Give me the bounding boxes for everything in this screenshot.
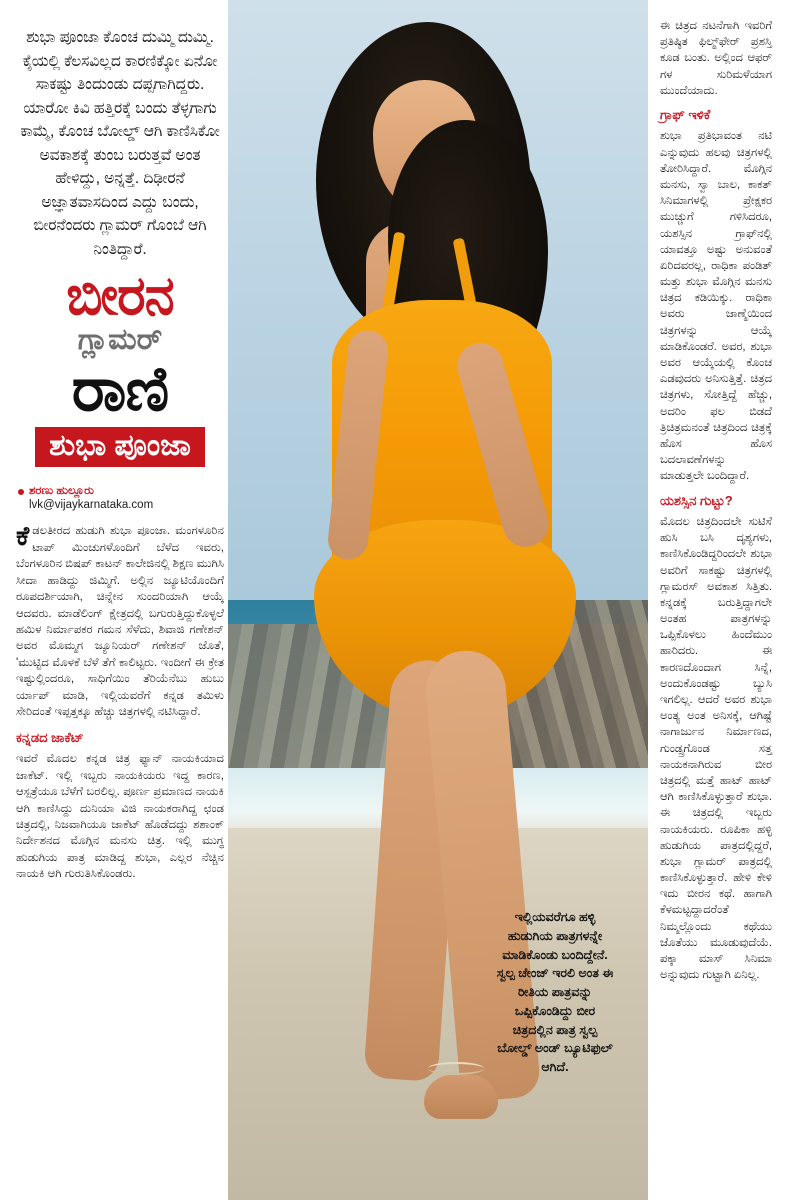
- byline: [16, 485, 224, 511]
- right-paragraph-3: ಮೊದಲ ಚಿತ್ರದಿಂದಲೇ ಸುಟಿಸೆ ಹುಸಿ ಬಸಿ ದೃಶ್ಯಗಳು, ಕಾಣಿಸಿಕೊಂಡಿದ್ದರಿಂದಲೇ ಶುಭಾ ಅವರಿಗೆ ಸಾಕಷ್ಟು ಚಿತ್ರಗಳಲ್ಲಿ ಗ್ಲಾಮರಸ್ ಅವಕಾಶ ಸಿತ್ತಿತು. ಕನ್ನಡಕ್ಕೆ ಬರುತ್ತಿದ್ದಾಗಲೇ ಅಂತಹ ಪಾತ್ರಗಳನ್ನು ಒಪ್ಪಿಕೊಳಲು ಹಿಂದೆಮುಂ ಹಾರಿದರು. ಈ ಕಾರಣದೊಂದಾಗ ಸಿನ್ನೆ, ಅಂದುಕೊಂಡಷ್ಟು ಬ್ಯುಸಿ ಇಗಲಿಲ್ಲ. ಆದರೆ ಅವರ ಶುಭಾ ಅಂತ್ಯ ಅಂತ ಅನಿಸಕ್ಕೆ, ಆಗಿಷ್ಟೆ ನಾಗಾರ್ಜುನ ನಿರ್ಮಾಣದ, ಗುಂಡ್ಸ್ರಗೊಂಡ ಸತ್ತ ನಾಯಕನಾಗಿರುವ ಬೀರ ಚಿತ್ರದಲ್ಲಿ ಮತ್ತೆ ಹಾಟ್ ಹಾಟ್ ಆಗಿ ಕಾಣಿಸಿಕೊಳ್ಳುತ್ತಾರೆ ಶುಭಾ. ಈ ಚಿತ್ರದಲ್ಲಿ ಇಬ್ಬರು ನಾಯಕಿಯರು. ರೂಪಿಕಾ ಹಳ್ಳಿ ಹುಡುಗಿಯ ಪಾತ್ರದಲ್ಲಿದ್ದರೆ, ಶುಭಾ ಗ್ಲಾಮರ್ ಪಾತ್ರದಲ್ಲಿ ಕಾಣಿಸಿಕೊಳ್ಳುತ್ತಾರೆ. ಹೇಳಿ ಕೇಳಿ ಇದು ಬೀರನ ಕಥೆ. ಹಾಗಾಗಿ ಕೆಳಮಟ್ಟದ್ದಾದರೆಂತೆ ನಿಮ್ಮಲ್ಲೊಂದು ಕಥೆಯು ಜೊತೆಯು ಮೂಡುವುದೆಯೆ. ಪಕ್ಕಾ ಮಾಸ್ ಸಿನಿಮಾ ಅನ್ನುವುದು ಗುಟ್ಟಾಗಿ ಏನಿಲ್ಲ.: [660, 515, 772, 982]
- headline-line-1: ಬೀರನ: [66, 266, 174, 327]
- lead-paragraph: ಶುಭಾ ಪೂಂಜಾ ಕೊಂಚ ದುಮ್ಮಿ ದುಮ್ಮಿ. ಕೈಯಲ್ಲಿ ಕೆಲಸವಿಲ್ಲದ ಕಾರಣಿಕ್ಕೋ ಏನೋ ಸಾಕಷ್ಟು ತಿಂದುಂಡು ದಪ್ಪಗಾಗಿದ್ದರು. ಯಾರೋ ಕಿವಿ ಹತ್ತಿರಕ್ಕೆ ಬಂದು ತೆಳ್ಳಗಾಗು ಕಾಮ್ಮೆ, ಕೊಂಚ ಬೋಲ್ಡ್ ಆಗಿ ಕಾಣಿಸಿಕೋ ಅವಕಾಶಕ್ಕೆ ತುಂಬ ಬರುತ್ತವೆ ಅಂತ ಹೇಳಿದ್ದು, ಅನ್ನತ್ತೆ. ದಿಢೀರನೆ ಅಜ್ಞಾತವಾಸದಿಂದ ಎದ್ದು ಬಂದು, ಬೀರನೆಂದರು ಗ್ಲಾಮರ್ ಗೊಂಬೆ ಆಗಿ ನಿಂತಿದ್ದಾರೆ.: [20, 29, 220, 258]
- headline-line-2: ಗ್ಲಾಮರ್: [77, 322, 163, 356]
- right-subhead-2: ಯಶಸ್ಸಿನ ಗುಟ್ಟು?: [660, 492, 733, 508]
- model-foot: [424, 1075, 498, 1119]
- right-column: [660, 18, 772, 1188]
- byline-author: ಶರಣು ಹುಲ್ಲೂರು: [29, 485, 94, 498]
- left-paragraph-2: ಇವರೆ ಮೊದಲ ಕನ್ನಡ ಚಿತ್ರ ಫ್ಯಾನ್ ನಾಯಕಿಯಾದ ಜಾಕೆಟ್. ಇಲ್ಲಿ ಇಬ್ಬರು ನಾಯಕಿಯರು ಇದ್ದ ಕಾರಣ, ಆಸ್ಪತ್ರೆಯೂ ಬೆಳೆಗೆ ಬರಲಿಲ್ಲ. ಪೂರ್ಣ ಪ್ರಮಾಣದ ನಾಯಕಿ ಆಗಿ ಕಾಣಿಸಿದ್ದು ದುನಿಯಾ ವಿಜಿ ನಾಯಕರಾಗಿದ್ದ ಛಂಡ ಚಿತ್ರದಲ್ಲಿ, ನಿಜವಾಗಿಯೂ ಜಾಕೆಟ್ ಹೊಡೆದದ್ದು ಶಶಾಂಕ್ ನಿರ್ದೇಶನದ ಮೊಗ್ಗಿನ ಮನಸು ಚಿತ್ರ. ಇಲ್ಲಿ ಮುಗ್ಧ ಹುಡುಗಿಯ ಪಾತ್ರ ಮಾಡಿದ್ದ ಶುಭಾ, ಎಲ್ಲರ ನೆಚ್ಚಿನ ನಾಯಕಿ ಆಗಿ ಗುರುತಿಸಿಕೊಂಡರು.: [16, 752, 224, 881]
- gutter-right: [648, 0, 660, 1200]
- left-column: [16, 26, 224, 1186]
- right-paragraph-2: ಶುಭಾ ಪ್ರತಿಭಾವಂತ ನಟಿ ಎನ್ನುವುದು ಹಲವು ಚಿತ್ರಗಳಲ್ಲಿ ತೋರಿಸಿದ್ದಾರೆ. ಮೊಗ್ಗಿನ ಮನಸು, ಸ್ವಾ ಬಾಲ, ಕಾಕತ್ ಸಿನಿಮಾಗಳಲ್ಲಿ ಪ್ರೇಕ್ಷಕರ ಮುಚ್ಚುಗೆ ಗಳಿಸಿದರೂ, ಯಶಸ್ಸಿನ ಗ್ರಾಫ್‌ನಲ್ಲಿ ಯಾವತ್ತೂ ಅಷ್ಟು ಅನುವಂತೆ ಏರಿದವರಲ್ಲ, ರಾಧಿಕಾ ಪಂಡಿತ್ ಮತ್ತು ಶುಭಾ ಮೊಗ್ಗಿನ ಮನಸು ಚಿತ್ರದ ಕಡಿಯಿಕ್ಕು. ರಾಧಿಕಾ ಅವರು ಜಾಣ್ಮೆಯಿಂದ ಚಿತ್ರಗಳನ್ನು ಆಯ್ಕೆ ಮಾಡಿಕೊಂಡರೆ. ಅವರ, ಶುಭಾ ಅವರ ಆಯ್ಕೆಯಲ್ಲಿ ಕೊಂಚ ಎಡವುದರು ಅನಿಸುತ್ತಿತ್ತೆ. ಚಿತ್ರದ ಚಿತ್ರಗಳು, ಸೋತ್ತಿದ್ದೆ ಹೆಚ್ಚು, ಅದರಿಂ ಫಲ ಬಿಡದೆ ತ್ರಿಚಿತ್ರಮನಂತೆ ಚಿತ್ರದಿಂದ ಚಿತ್ರಕ್ಕೆ ಹೊಸ ಹೊಸ ಬದಲಾವಣೆಗಳನ್ನು ಮಾಡುತ್ತಲೇ ಬಂದಿದ್ದಾರೆ.: [660, 130, 772, 483]
- headline-line-4: ಶುಭಾ ಪೂಂಜಾ: [35, 427, 205, 468]
- gutter-left: [224, 0, 228, 1200]
- headline-line-3: ರಾಣಿ: [71, 354, 169, 424]
- left-body-text: [16, 523, 224, 883]
- byline-email[interactable]: lvk@vijaykarnataka.com: [29, 499, 154, 512]
- model-anklet: [428, 1062, 484, 1075]
- right-paragraph-1: ಈ ಚಿತ್ರದ ನಟನೆಗಾಗಿ ಇವರಿಗೆ ಪ್ರತಿಷ್ಠಿತ ಫಿಲ್ಮ್‌ಫೇರ್ ಪ್ರಶಸ್ತಿ ಕೂಡ ಬಂತು. ಅಲ್ಲಿಂದ ಆಫರ್ ಗಳ ಸುರಿಮಳೆಯಾಗ ಮುಂದೆಯಾದು.: [660, 20, 772, 97]
- photo-caption: ಇಲ್ಲಿಯವರೆಗೂ ಹಳ್ಳಿ ಹುಡುಗಿಯ ಪಾತ್ರಗಳನ್ನೇ ಮಾಡಿಕೊಂಡು ಬಂದಿದ್ದೇನೆ. ಸ್ವಲ್ಪ ಚೇಂಜ್ ಇರಲಿ ಅಂತ ಈ ರೀತಿಯ ಪಾತ್ರವನ್ನು ಒಪ್ಪಿಕೊಂಡಿದ್ದು ಬೀರ ಚಿತ್ರದಲ್ಲಿನ ಪಾತ್ರ ಸ್ವಲ್ಪ ಬೋಲ್ಡ್ ಅಂಡ್ ಬ್ಯೂಟಿಫುಲ್ ಆಗಿದೆ.: [496, 910, 614, 1074]
- headline-line-4-wrapper: [16, 427, 224, 468]
- left-subhead: ಕನ್ನಡದ ಜಾಕೆಟ್: [16, 729, 84, 745]
- right-subhead-1: ಗ್ರಾಫ್ ಇಳಿಕೆ: [660, 106, 711, 122]
- left-paragraph-1: [16, 523, 224, 720]
- headline-block: [16, 266, 224, 467]
- bullet-icon: [18, 489, 24, 495]
- byline-row: [18, 485, 224, 498]
- drop-cap: ಕೆ: [16, 521, 30, 552]
- left-paragraph-1-text: ಡಲತೀರದ ಹುಡುಗಿ ಶುಭಾ ಪೂಂಜಾ. ಮಂಗಳೂರಿನ ಟಾಪ್ ಮಿಂಚುಗಳೊಂದಿಗೆ ಬೆಳೆದ ಇವರು, ಬೆಂಗಳೂರಿನ ಬಿಷಪ್ ಕಾಟನ್ ಕಾಲೇಜಿನಲ್ಲಿ ಶಿಕ್ಷಣ ಮುಗಿಸಿ ಸೀದಾ ಹಾಡಿದ್ದು ಜಿಮ್ಮಿಗೆ. ಅಲ್ಲಿನ ಜ್ಯೂಟಿಯೊಂದಿಗೆ ರೂಪದರ್ಶಿಯಾಗಿ, ಚಿನ್ನೇನ ಸುಂದರಿಯಾಗಿ ಆಯ್ಕೆ ಆದವರು. ಮಾಡೆಲಿಂಗ್ ಕ್ಷೇತ್ರದಲ್ಲಿ ಬಗುರುತ್ತಿದ್ದುಕೊಳ್ಳಲೆ ಹಮಿಳ ನಿರ್ಮಾಪಕರ ಗಮನ ಸೆಳೆದು, ಶಿವಾಜಿ ಗಣೇಶನ್ ಅವರ ಮೊಮ್ಮಗ ಜ್ಯೂನಿಯರ್ ಗಣೇಶನ್ ಜೊತೆ, 'ಮುಟ್ಟಿದ ಮೊಳಕೆ ಬೆಳೆ ತೆಗೆ ಕಾಲಿಟ್ಟರು. ಇಂದೀಗೆ ಈ ಕ್ರೇತ ಇಷ್ಟುಲ್ಲಿಂದರೂ, ಸಾಧಿಗೆಯಿಂ ತೆರಿಯೆನೆಬು ಹುಬು ರ್ಯಾಪ್ ಮಾಡಿ, ಇಲ್ಲಿಯವರೆಗೆ ಕನ್ನಡ ತಮಿಳು ಸೇರಿದಂತೆ ಇಪ್ಪತ್ತಕ್ಕೂ ಹೆಚ್ಚು ಚಿತ್ರಗಳಲ್ಲಿ ನಟಿಸಿದ್ದಾರೆ.: [16, 524, 224, 719]
